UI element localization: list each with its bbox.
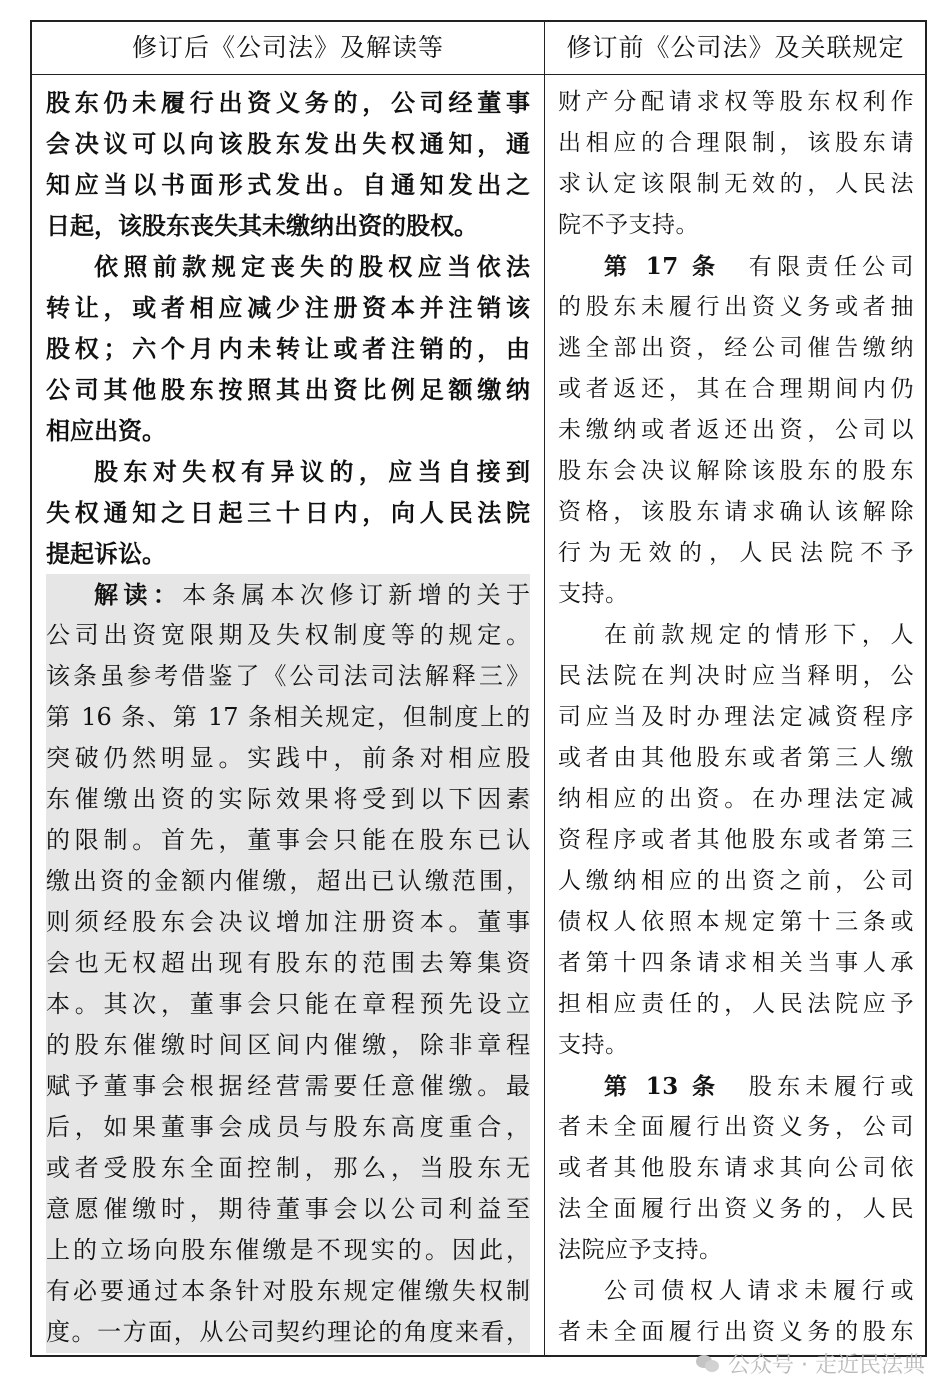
text-line xyxy=(558,1148,914,1189)
line-text: 赋予董事会根据经营需要任意催缴。最 xyxy=(46,1072,530,1100)
text-line xyxy=(46,902,530,943)
line-text: 有限责任公司 xyxy=(748,254,915,280)
text-line xyxy=(46,1148,530,1189)
line-text: 上的立场向股东催缴是不现实的。因此， xyxy=(46,1236,530,1264)
line-text: 支持。 xyxy=(558,1032,629,1058)
text-line xyxy=(558,492,914,533)
text-line xyxy=(46,779,530,820)
line-text: 法院应予支持。 xyxy=(558,1237,723,1263)
text-line xyxy=(46,451,530,492)
text-line xyxy=(558,779,914,820)
line-text: 担相应责任的，人民法院应予 xyxy=(558,991,914,1017)
line-text: 法全面履行出资义务的，人民 xyxy=(558,1196,914,1222)
text-line xyxy=(46,410,530,451)
text-line xyxy=(558,615,914,656)
line-text: 日起，该股东丧失其未缴纳出资的股权。 xyxy=(46,211,478,240)
text-line xyxy=(46,861,530,902)
header-left: 修订后《公司法》及解读等 xyxy=(131,33,444,62)
line-text: 东催缴出资的实际效果将受到以下因素 xyxy=(46,785,530,813)
text-line xyxy=(46,1025,530,1066)
line-text: 缴出资的金额内催缴，超出已认缴范围， xyxy=(46,867,530,895)
line-text: 财产分配请求权等股东权利作 xyxy=(558,89,914,115)
line-text: 有必要通过本条针对股东规定催缴失权制 xyxy=(46,1277,530,1305)
line-text: 意愿催缴时，期待董事会以公司利益至 xyxy=(46,1195,530,1223)
text-line xyxy=(46,984,530,1025)
text-line xyxy=(46,82,530,123)
line-text: 提起诉讼。 xyxy=(46,539,166,568)
text-line xyxy=(558,82,914,123)
text-line xyxy=(558,1025,914,1066)
line-text: 资格，该股东请求确认该解除 xyxy=(558,499,914,525)
comparison-table xyxy=(30,20,927,1357)
line-text: 出相应的合理限制，该股东请 xyxy=(558,130,914,156)
header-divider xyxy=(32,74,925,75)
line-text: 股东会决议解除该股东的股东 xyxy=(558,458,914,484)
text-line xyxy=(558,574,914,615)
text-line xyxy=(558,1230,914,1271)
line-text: 的股东未履行出资义务或者抽 xyxy=(558,294,914,320)
line-text: 股东未履行或 xyxy=(748,1074,915,1100)
text-line xyxy=(46,615,530,656)
line-text: 未缴纳或者返还出资，公司以 xyxy=(558,417,914,443)
watermark xyxy=(696,1348,925,1379)
text-line xyxy=(558,451,914,492)
line-text: 会决议可以向该股东发出失权通知，通 xyxy=(46,129,530,158)
commentary-label: 解读： xyxy=(94,580,183,609)
line-text: 知应当以书面形式发出。自通知发出之 xyxy=(46,170,530,199)
text-line xyxy=(558,328,914,369)
line-text: 后，如果董事会成员与股东高度重合， xyxy=(46,1113,530,1141)
line-text: 转让，或者相应减少注册资本并注销该 xyxy=(46,293,530,322)
text-line xyxy=(46,164,530,205)
line-text: 院不予支持。 xyxy=(558,212,699,238)
text-line xyxy=(558,1066,914,1107)
line-text: 股东对失权有异议的，应当自接到 xyxy=(94,457,530,486)
text-line xyxy=(558,123,914,164)
line-text: 会也无权超出现有股东的范围去筹集资 xyxy=(46,949,530,977)
text-line xyxy=(46,697,530,738)
line-text: 民法院在判决时应当释明，公 xyxy=(558,663,914,689)
line-text: 失权通知之日起三十日内，向人民法院 xyxy=(46,498,530,527)
line-text: 者未全面履行出资义务，公司 xyxy=(558,1114,914,1140)
text-line xyxy=(558,205,914,246)
line-text: 支持。 xyxy=(558,581,629,607)
article-number: 第 17 条 xyxy=(604,253,721,280)
text-line xyxy=(558,287,914,328)
text-line xyxy=(46,820,530,861)
text-line xyxy=(558,1189,914,1230)
text-line xyxy=(46,492,530,533)
text-line xyxy=(46,328,530,369)
line-text: 或者其他股东请求其向公司依 xyxy=(558,1155,914,1181)
line-text: 债权人依照本规定第十三条或 xyxy=(558,909,914,935)
text-line xyxy=(46,287,530,328)
text-line xyxy=(558,861,914,902)
line-text: 公司其他股东按照其出资比例足额缴纳 xyxy=(46,375,530,404)
watermark-text: 公众号 · 走近民法典 xyxy=(728,1353,925,1378)
text-line xyxy=(46,1230,530,1271)
line-text: 本条属本次修订新增的关于 xyxy=(182,581,531,609)
text-line xyxy=(558,246,914,287)
line-text: 的限制。首先，董事会只能在股东已认 xyxy=(46,826,530,854)
text-line xyxy=(558,164,914,205)
line-text: 司应当及时办理法定减资程序 xyxy=(558,704,914,730)
line-text: 纳相应的出资。在办理法定减 xyxy=(558,786,914,812)
text-line xyxy=(558,1107,914,1148)
text-line xyxy=(46,943,530,984)
header-right: 修订前《公司法》及关联规定 xyxy=(566,33,905,62)
text-line xyxy=(46,1107,530,1148)
line-text: 本。其次，董事会只能在章程预先设立 xyxy=(46,990,530,1018)
line-text: 突破仍然明显。实践中，前条对相应股 xyxy=(46,744,530,772)
column-divider xyxy=(544,22,545,1355)
line-text: 第 16 条、第 17 条相关规定，但制度上的 xyxy=(46,703,530,731)
text-line xyxy=(46,369,530,410)
text-line xyxy=(46,123,530,164)
text-line xyxy=(558,656,914,697)
wechat-icon xyxy=(696,1353,722,1375)
line-text: 度。一方面，从公司契约理论的角度来看， xyxy=(46,1318,530,1346)
line-text: 者第十四条请求相关当事人承 xyxy=(558,950,914,976)
article-number: 第 13 条 xyxy=(604,1073,721,1100)
line-text: 或者由其他股东或者第三人缴 xyxy=(558,745,914,771)
line-text: 股权；六个月内未转让或者注销的，由 xyxy=(46,334,530,363)
text-line xyxy=(46,656,530,697)
text-line xyxy=(558,533,914,574)
text-line xyxy=(558,943,914,984)
text-line xyxy=(558,410,914,451)
text-line xyxy=(558,369,914,410)
text-line xyxy=(46,1271,530,1312)
line-text: 公司出资宽限期及失权制度等的规定。 xyxy=(46,621,530,649)
line-text: 相应出资。 xyxy=(46,416,166,445)
text-line xyxy=(558,1271,914,1312)
text-line xyxy=(46,738,530,779)
text-line xyxy=(558,984,914,1025)
text-line xyxy=(46,1312,530,1353)
line-text: 在前款规定的情形下，人 xyxy=(604,622,914,648)
right-column-text xyxy=(558,82,914,1353)
line-text: 行为无效的，人民法院不予 xyxy=(558,540,914,566)
line-text: 人缴纳相应的出资之前，公司 xyxy=(558,868,914,894)
line-text: 或者返还，其在合理期间内仍 xyxy=(558,376,914,402)
line-text: 资程序或者其他股东或者第三 xyxy=(558,827,914,853)
line-text: 则须经股东会决议增加注册资本。董事 xyxy=(46,908,530,936)
line-text: 股东仍未履行出资义务的，公司经董事 xyxy=(46,88,530,117)
line-text: 者未全面履行出资义务的股东 xyxy=(558,1319,914,1345)
text-line xyxy=(558,697,914,738)
text-line xyxy=(46,533,530,574)
line-text: 求认定该限制无效的，人民法 xyxy=(558,171,914,197)
line-text: 该条虽参考借鉴了《公司法司法解释三》 xyxy=(46,662,530,690)
text-line xyxy=(46,1066,530,1107)
text-line xyxy=(558,902,914,943)
text-line xyxy=(46,574,530,615)
text-line xyxy=(46,1189,530,1230)
line-text: 或者受股东全面控制，那么，当股东无 xyxy=(46,1154,530,1182)
line-text: 逃全部出资，经公司催告缴纳 xyxy=(558,335,914,361)
text-line xyxy=(558,820,914,861)
text-line xyxy=(46,246,530,287)
left-column-text xyxy=(46,82,530,1353)
line-text: 公司债权人请求未履行或 xyxy=(604,1278,914,1304)
text-line xyxy=(46,205,530,246)
text-line xyxy=(558,738,914,779)
line-text: 依照前款规定丧失的股权应当依法 xyxy=(94,252,530,281)
text-line xyxy=(558,1312,914,1353)
line-text: 的股东催缴时间区间内催缴，除非章程 xyxy=(46,1031,530,1059)
